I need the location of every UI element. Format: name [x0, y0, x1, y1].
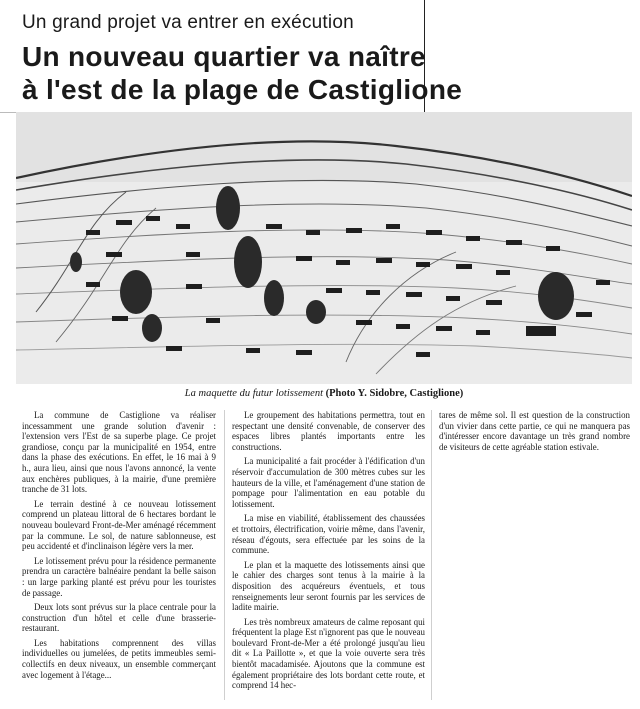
- paragraph: Le plan et la maquette des lotissements ainsi que le cahier des charges sont tenus à la mairie à la disposition des acquéreurs éventuels, et tous renseignements leur seront fournis par les services de ladite mairie.: [232, 559, 425, 613]
- headline-box: [0, 0, 463, 113]
- paragraph: Le groupement des habitations permettra, tout en respectant une densité convenable, de conserver des espaces libres plantés importants entre les constructions.: [232, 410, 425, 452]
- article-column-3: [439, 410, 630, 456]
- model-photo-image: [16, 112, 632, 384]
- headline-line-1: Un nouveau quartier va naître: [22, 41, 426, 72]
- model-photo: [16, 112, 632, 384]
- paragraph: Les très nombreux amateurs de calme reposant qui fréquentent la plage Est n'ignorent pas que le nouveau boulevard Front-de-Mer a été prolongé jusqu'au lieu dit « La Paillotte », et que la voie ouverte sera très bientôt macadamisée. Ajoutons que la commune est également propriétaire des lots bordant cette route, et comprend 14 hec-: [232, 616, 425, 691]
- article-kicker: Un grand projet va entrer en exécution: [22, 12, 354, 33]
- paragraph: La commune de Castiglione va réaliser incessamment une grande solution d'avenir : l'extension vers l'Est de sa superbe plage. Ce projet grandiose, conçu par la municipalité en 1954, entre dans la phase des exécutions. En effet, le 16 mai à 9 h., aura lieu, ainsi que nous l'avons annoncé, la vente aux enchères publiques, à la mairie, d'une première tranche de 31 lots.: [22, 410, 216, 495]
- paragraph: tares de même sol. Il est question de la construction d'un vivier dans cette partie, ce qui ne manquera pas d'intéresser encore davantage un très grand nombre de visiteurs de cette agréable station estivale.: [439, 410, 630, 452]
- paragraph: Le lotissement prévu pour la résidence permanente prendra un caractère balnéaire pendant la belle saison : un large parking planté est prévu pour les touristes de passage.: [22, 555, 216, 598]
- paragraph: Deux lots sont prévus sur la place centrale pour la construction d'un hôtel et celle d'une brasserie-restaurant.: [22, 602, 216, 634]
- column-rule: [224, 410, 225, 700]
- paragraph: La municipalité a fait procéder à l'édification d'un réservoir d'accumulation de 300 mètres cubes sur les hauteurs de la ville, et l'aménagement d'une station de pompage pour l'alimentation en eau potable du lotissement.: [232, 456, 425, 509]
- paragraph: Les habitations comprennent des villas individuelles ou jumelées, de petits immeubles semi-collectifs en deux niveaux, un ensemble commerçant avec logement à l'étage...: [22, 637, 216, 680]
- article-column-1: [22, 410, 216, 684]
- column-rule: [431, 410, 432, 700]
- headline-line-2: à l'est de la plage de Castiglione: [22, 74, 463, 105]
- photo-credit: (Photo Y. Sidobre, Castiglione): [325, 388, 464, 399]
- article-headline: [22, 40, 462, 106]
- caption-text: La maquette du futur lotissement: [184, 388, 324, 399]
- paragraph: Le terrain destiné à ce nouveau lotissement comprend un plateau littoral de 6 hectares bordant le nouveau boulevard Front-de-Mer aménagé récemment par la commune. Le sol, de nature sablonneuse, est peu accidenté et d'inclinaison légère vers la mer.: [22, 498, 216, 552]
- article-column-2: [232, 410, 425, 695]
- photo-caption: [16, 384, 632, 404]
- paragraph: La mise en viabilité, établissement des chaussées et trottoirs, électrification, voirie même, dans l'avenir, réseau d'égouts, sera effectuée par les soins de la commune.: [232, 513, 425, 556]
